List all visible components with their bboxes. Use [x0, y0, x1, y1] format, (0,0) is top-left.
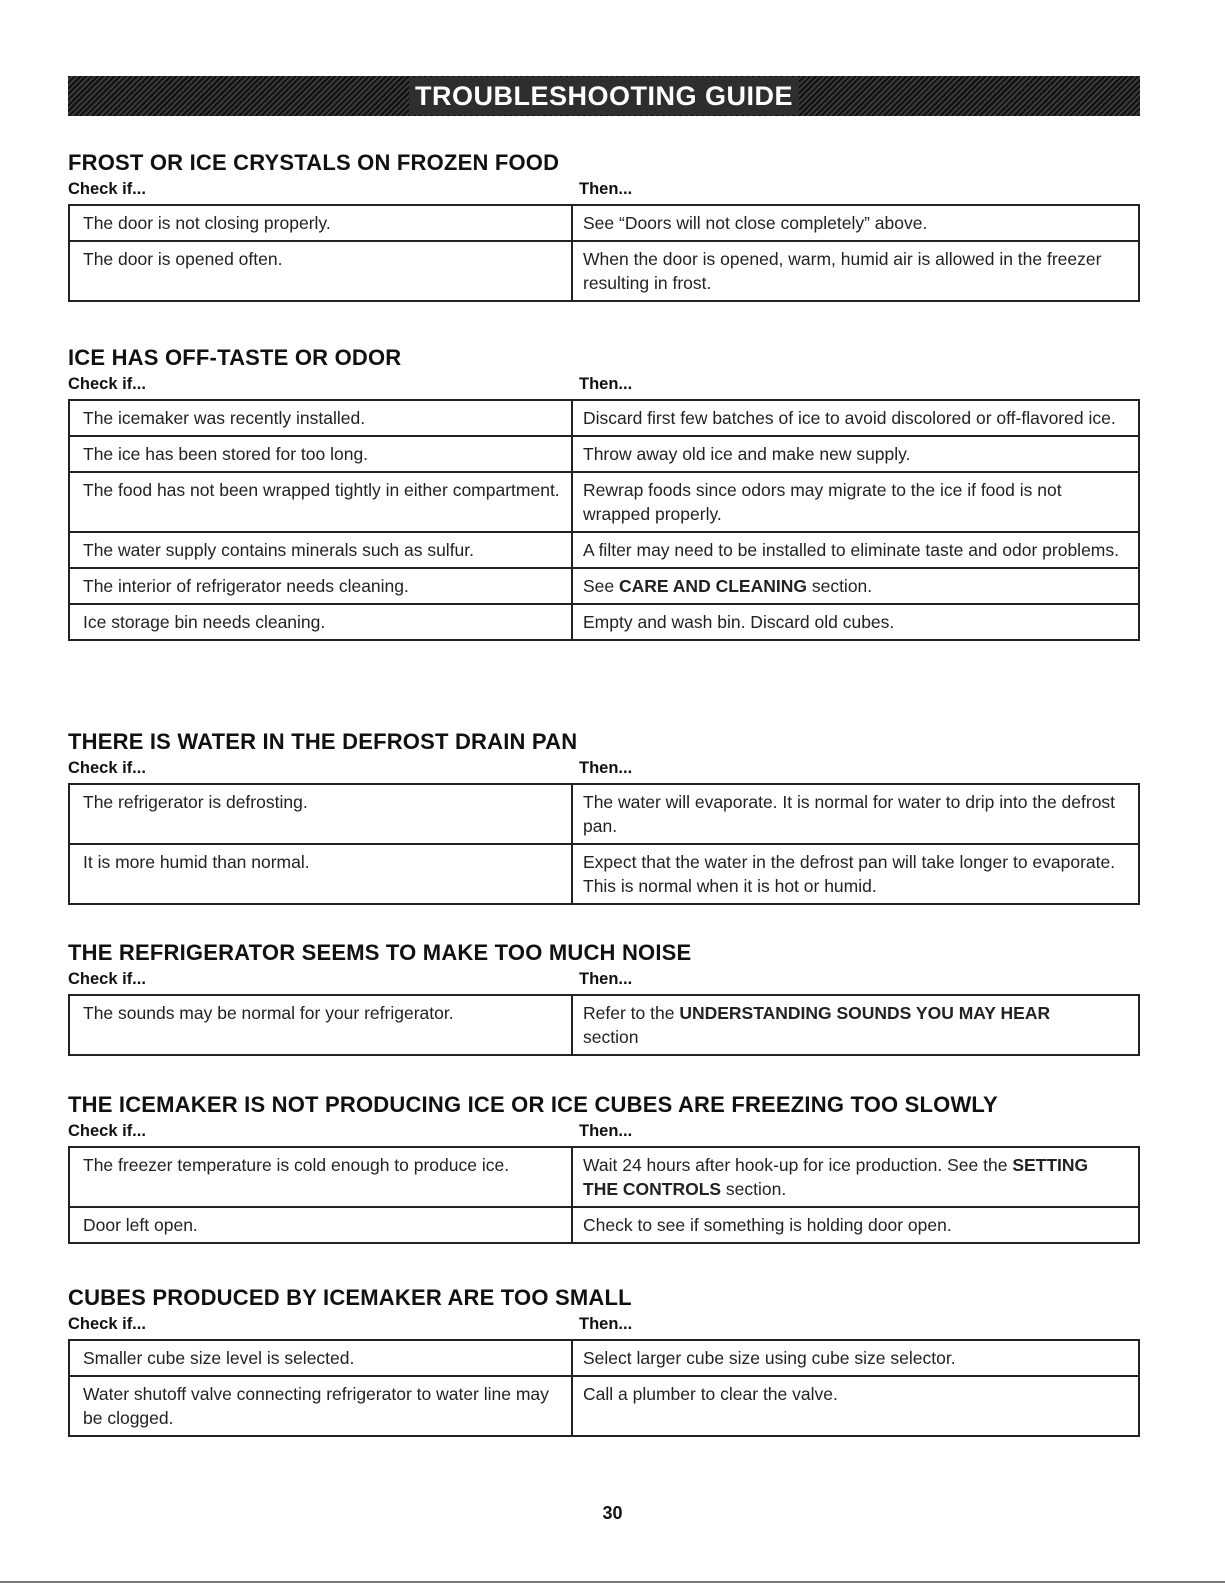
check-cell: Smaller cube size level is selected. [69, 1340, 572, 1376]
then-cell: Throw away old ice and make new supply. [572, 436, 1139, 472]
check-header: Check if... [68, 1315, 146, 1333]
check-cell: The refrigerator is defrosting. [69, 784, 572, 844]
check-cell: The ice has been stored for too long. [69, 436, 572, 472]
table-row [69, 1207, 1139, 1243]
check-header: Check if... [68, 375, 146, 393]
check-cell: Door left open. [69, 1207, 572, 1243]
table-row [69, 205, 1139, 241]
then-text: See [583, 576, 619, 596]
section-title: CUBES PRODUCED BY ICEMAKER ARE TOO SMALL [68, 1285, 632, 1310]
table-row [69, 532, 1139, 568]
check-cell: The freezer temperature is cold enough to produce ice. [69, 1147, 572, 1207]
then-header: Then... [579, 180, 633, 198]
check-cell: The door is not closing properly. [69, 205, 572, 241]
section-defrost-pan [68, 729, 1140, 905]
section-reference: UNDERSTANDING SOUNDS YOU MAY HEAR [679, 1003, 1051, 1023]
then-cell: A filter may need to be installed to eliminate taste and odor problems. [572, 532, 1139, 568]
bottom-divider [0, 1581, 1225, 1583]
then-cell: See “Doors will not close completely” above. [572, 205, 1139, 241]
column-headers [68, 968, 1140, 992]
then-cell: The water will evaporate. It is normal for water to drip into the defrost pan. [572, 784, 1139, 844]
section-noise [68, 940, 1140, 1056]
troubleshooting-table [68, 1146, 1140, 1244]
troubleshooting-table [68, 399, 1140, 641]
troubleshooting-table [68, 1339, 1140, 1437]
table-row [69, 1147, 1139, 1207]
table-row [69, 784, 1139, 844]
then-header: Then... [579, 1315, 633, 1333]
then-text: section [583, 1027, 639, 1047]
then-header: Then... [579, 970, 633, 988]
troubleshooting-table [68, 204, 1140, 302]
then-header: Then... [579, 375, 633, 393]
then-cell: Expect that the water in the defrost pan will take longer to evaporate. This is normal when it is hot or humid. [572, 844, 1139, 904]
section-ice-odor [68, 345, 1140, 641]
column-headers [68, 178, 1140, 202]
column-headers [68, 373, 1140, 397]
check-cell: It is more humid than normal. [69, 844, 572, 904]
check-cell: Water shutoff valve connecting refrigerator to water line may be clogged. [69, 1376, 572, 1436]
then-header: Then... [579, 759, 633, 777]
check-header: Check if... [68, 970, 146, 988]
column-headers [68, 1120, 1140, 1144]
section-small-cubes [68, 1285, 1140, 1437]
then-cell: Discard first few batches of ice to avoid discolored or off-flavored ice. [572, 400, 1139, 436]
check-cell: The food has not been wrapped tightly in either compartment. [69, 472, 572, 532]
table-row [69, 241, 1139, 301]
then-cell: Select larger cube size using cube size selector. [572, 1340, 1139, 1376]
title-banner [68, 76, 1140, 116]
table-row [69, 995, 1139, 1055]
section-title: THERE IS WATER IN THE DEFROST DRAIN PAN [68, 729, 578, 754]
section-title: THE REFRIGERATOR SEEMS TO MAKE TOO MUCH NOISE [68, 940, 692, 965]
check-header: Check if... [68, 180, 146, 198]
section-title: FROST OR ICE CRYSTALS ON FROZEN FOOD [68, 150, 560, 175]
then-cell: Check to see if something is holding door open. [572, 1207, 1139, 1243]
check-cell: The sounds may be normal for your refrigerator. [69, 995, 572, 1055]
then-cell: When the door is opened, warm, humid air is allowed in the freezer resulting in frost. [572, 241, 1139, 301]
column-headers [68, 757, 1140, 781]
section-title: ICE HAS OFF-TASTE OR ODOR [68, 345, 402, 370]
then-text: Refer to the [583, 1003, 680, 1023]
table-row [69, 844, 1139, 904]
section-reference: CARE AND CLEANING [619, 576, 807, 596]
then-cell: Empty and wash bin. Discard old cubes. [572, 604, 1139, 640]
check-cell: The water supply contains minerals such as sulfur. [69, 532, 572, 568]
section-title: THE ICEMAKER IS NOT PRODUCING ICE OR ICE CUBES ARE FREEZING TOO SLOWLY [68, 1092, 998, 1117]
check-cell: The door is opened often. [69, 241, 572, 301]
section-frost [68, 150, 1140, 302]
table-row [69, 472, 1139, 532]
table-row [69, 400, 1139, 436]
check-cell: The icemaker was recently installed. [69, 400, 572, 436]
page-title: TROUBLESHOOTING GUIDE [409, 77, 799, 115]
troubleshooting-table [68, 994, 1140, 1056]
table-row [69, 1340, 1139, 1376]
table-row [69, 436, 1139, 472]
then-text: section. [806, 576, 873, 596]
page-number: 30 [602, 1503, 623, 1523]
section-icemaker [68, 1092, 1140, 1244]
troubleshooting-table [68, 783, 1140, 905]
section-reference: SETTING THE CONTROLS [583, 1155, 1089, 1199]
then-cell [572, 1147, 1139, 1207]
table-row [69, 568, 1139, 604]
then-text: Wait 24 hours after hook-up for ice production. See the [583, 1155, 1013, 1175]
check-header: Check if... [68, 759, 146, 777]
table-row [69, 1376, 1139, 1436]
check-cell: The interior of refrigerator needs cleaning. [69, 568, 572, 604]
then-text: section. [721, 1179, 787, 1199]
check-header: Check if... [68, 1122, 146, 1140]
then-cell [572, 568, 1139, 604]
table-row [69, 604, 1139, 640]
then-header: Then... [579, 1122, 633, 1140]
column-headers [68, 1313, 1140, 1337]
then-cell: Call a plumber to clear the valve. [572, 1376, 1139, 1436]
then-cell: Rewrap foods since odors may migrate to the ice if food is not wrapped properly. [572, 472, 1139, 532]
then-cell [572, 995, 1139, 1055]
check-cell: Ice storage bin needs cleaning. [69, 604, 572, 640]
